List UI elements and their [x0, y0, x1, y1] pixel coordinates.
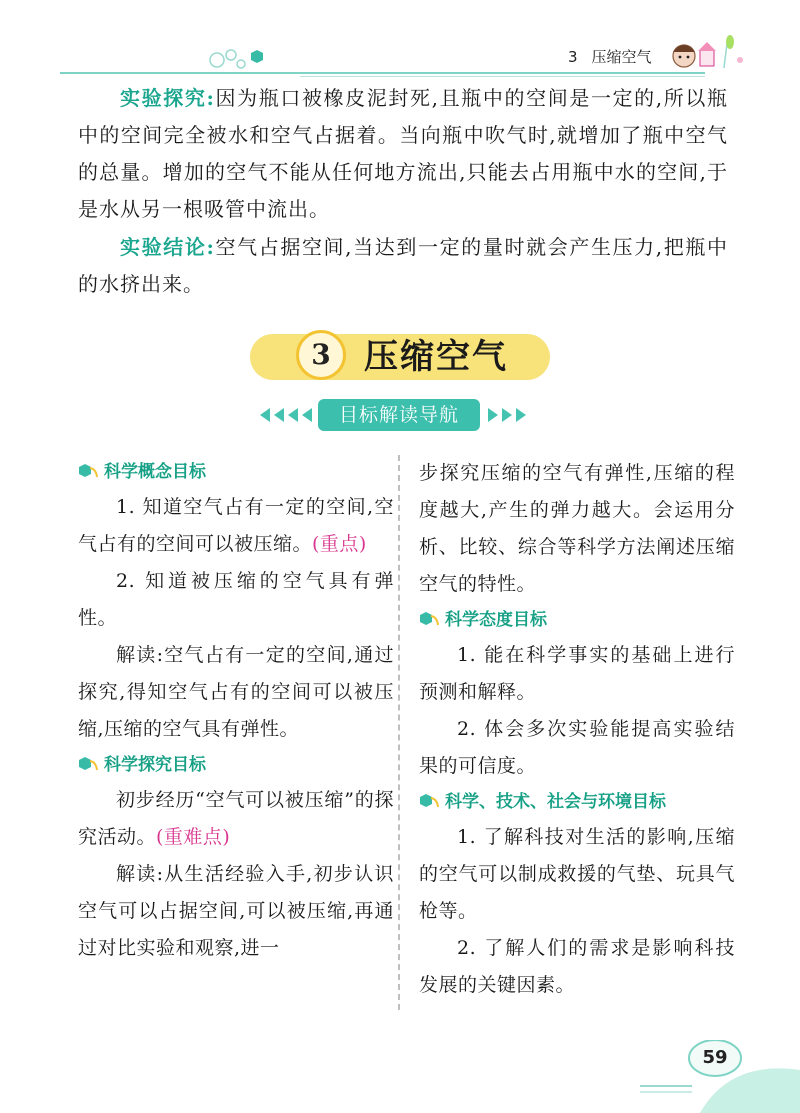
stse-goal-1: 1. 了解科技对生活的影响,压缩的空气可以制成救援的气垫、玩具气枪等。: [419, 826, 735, 922]
arrow-left-icon: [302, 408, 312, 422]
arrow-left-icon: [274, 408, 284, 422]
running-header-number: 3: [568, 48, 578, 66]
hexagon-bullet-icon: [419, 611, 441, 629]
concept-interpretation: 解读:空气占有一定的空间,通过探究,得知空气占有的空间可以被压缩,压缩的空气具有弹性。: [78, 644, 394, 740]
inquiry-goal-1-text: 初步经历“空气可以被压缩”的探究活动。: [78, 789, 394, 848]
column-divider: [398, 455, 400, 1010]
hexagon-bullet-icon: [78, 756, 100, 774]
section-heading-concept-text: 科学概念目标: [104, 462, 206, 482]
running-header: [568, 46, 652, 67]
section-title: 压缩空气: [364, 337, 508, 377]
stse-goal-2: 2. 了解人们的需求是影响科技发展的关键因素。: [419, 937, 735, 996]
attitude-goal-2: 2. 体会多次实验能提高实验结果的可信度。: [419, 718, 735, 777]
concept-goal-1: [78, 489, 394, 563]
experiment-conclusion-text: 空气占据空间,当达到一定的量时就会产生压力,把瓶中的水挤出来。: [78, 235, 728, 296]
arrow-left-icon: [260, 408, 270, 422]
attitude-goal-1: 1. 能在科学事实的基础上进行预测和解释。: [419, 644, 735, 703]
goal-navigation-label: 目标解读导航: [318, 399, 480, 431]
section-heading-stse-text: 科学、技术、社会与环境目标: [445, 792, 666, 812]
arrow-right-icon: [516, 408, 526, 422]
section-heading-inquiry-text: 科学探究目标: [104, 755, 206, 775]
arrow-left-icon: [288, 408, 298, 422]
inquiry-interpretation-continued: 步探究压缩的空气有弹性,压缩的程度越大,产生的弹力越大。会运用分析、比较、综合等科学方法阐述压缩空气的特性。: [419, 462, 735, 595]
key-difficult-point-mark: (重难点): [156, 826, 231, 848]
section-number-badge: 3: [296, 330, 346, 380]
cartoon-decoration-icon: [670, 30, 750, 76]
header-rule: [60, 72, 705, 74]
header-rule-secondary: [300, 76, 705, 77]
experiment-conclusion-label: 实验结论:: [120, 235, 215, 259]
left-column: [78, 455, 394, 967]
section-heading-stse: [419, 785, 735, 819]
key-point-mark: (重点): [312, 533, 367, 555]
experiment-inquiry-text: 因为瓶口被橡皮泥封死,且瓶中的空间是一定的,所以瓶中的空间完全被水和空气占据着。当向瓶中吹气时,就增加了瓶中空气的总量。增加的空气不能从任何地方流出,只能去占用瓶中水的空间,于是水从另一根吸管中流出。: [78, 86, 728, 221]
section-heading-concept: [78, 455, 394, 489]
experiment-conclusion-paragraph: [78, 229, 728, 303]
goal-navigation-bar: [260, 399, 540, 431]
concept-goal-1-text: 1. 知道空气占有一定的空间,空气占有的空间可以被压缩。: [78, 496, 394, 555]
arrow-right-icon: [502, 408, 512, 422]
experiment-inquiry-paragraph: [78, 80, 728, 228]
inquiry-goal-1: [78, 782, 394, 856]
section-heading-attitude: [419, 603, 735, 637]
inquiry-interpretation: 解读:从生活经验入手,初步认识空气可以占据空间,可以被压缩,再通过对比实验和观察,进一: [78, 863, 394, 959]
header-bubbles-icon: [205, 44, 275, 74]
right-column: [419, 455, 735, 1004]
section-heading-inquiry: [78, 748, 394, 782]
arrow-right-icon: [488, 408, 498, 422]
running-header-title: 压缩空气: [591, 48, 652, 66]
hexagon-bullet-icon: [419, 793, 441, 811]
section-heading-attitude-text: 科学态度目标: [445, 610, 547, 630]
page-number: 59: [702, 1047, 728, 1068]
experiment-inquiry-label: 实验探究:: [120, 86, 215, 110]
concept-goal-2: 2. 知道被压缩的空气具有弹性。: [78, 570, 394, 629]
hexagon-bullet-icon: [78, 463, 100, 481]
